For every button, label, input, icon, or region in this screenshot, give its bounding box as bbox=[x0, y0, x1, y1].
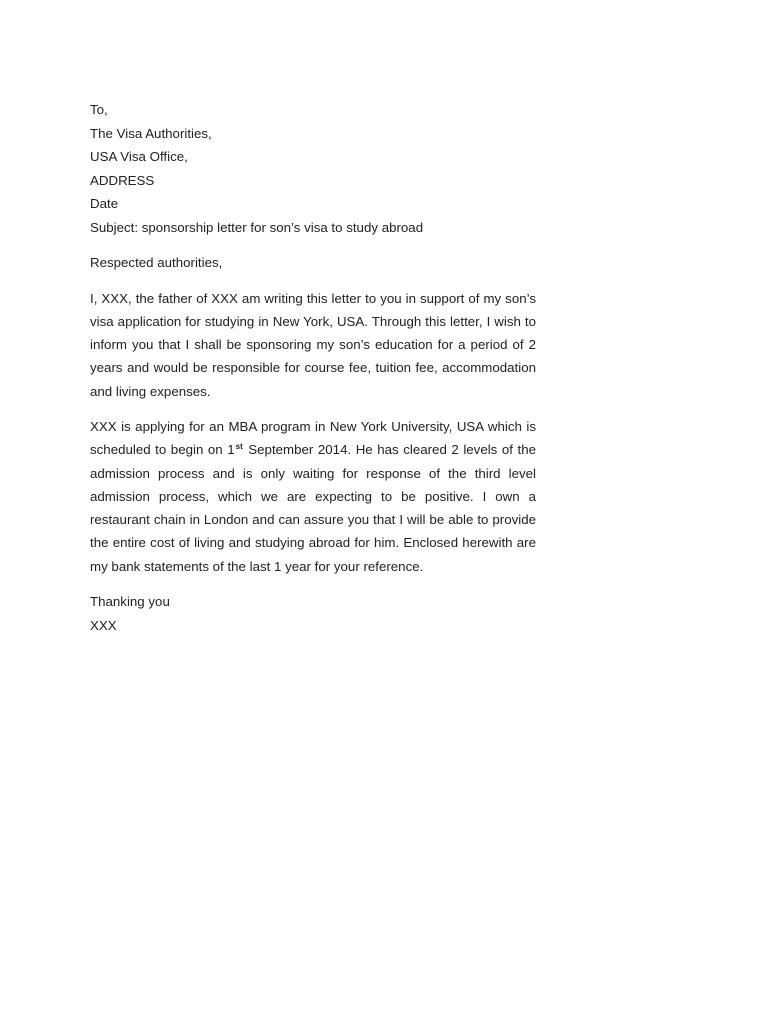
letter-closing: Thanking you bbox=[90, 594, 170, 610]
letter-paragraph-1: I, XXX, the father of XXX am writing this letter to you in support of my son’s visa application for studying in New York, USA. Through this letter, I wish to inform you that I shall be sponsoring my son’s education for a period of 2 years and would be responsible for course fee, tuition fee, accommodation and living expenses. bbox=[90, 290, 536, 399]
letter-subject: Subject: sponsorship letter for son’s visa to study abroad bbox=[90, 219, 424, 235]
paragraph-2-start: XXX is applying for an MBA program in New York University, USA which is scheduled to begin on 1 bbox=[90, 418, 536, 458]
letter-date: Date bbox=[90, 196, 119, 211]
letter-address: ADDRESS bbox=[90, 172, 155, 188]
letter-salutation: Respected authorities, bbox=[90, 255, 223, 270]
letter-to: To, bbox=[90, 102, 108, 117]
ordinal-suffix: st bbox=[235, 441, 243, 451]
paragraph-2-end: September 2014. He has cleared 2 levels of the admission process and is only waiting for response of the third level admission process, which we are expecting to be positive. I own a restaurant chain in London and can assure you that I will be able to provide the entire cost of living and studying abroad for him. Enclosed herewith are my bank statements of the last 1 year for your reference. bbox=[90, 442, 536, 574]
letter-body bbox=[90, 98, 536, 637]
letter-office: USA Visa Office, bbox=[90, 149, 188, 164]
letter-signature: XXX bbox=[90, 617, 117, 633]
letter-paragraph-2 bbox=[90, 415, 536, 578]
letter-recipient: The Visa Authorities, bbox=[90, 125, 212, 141]
